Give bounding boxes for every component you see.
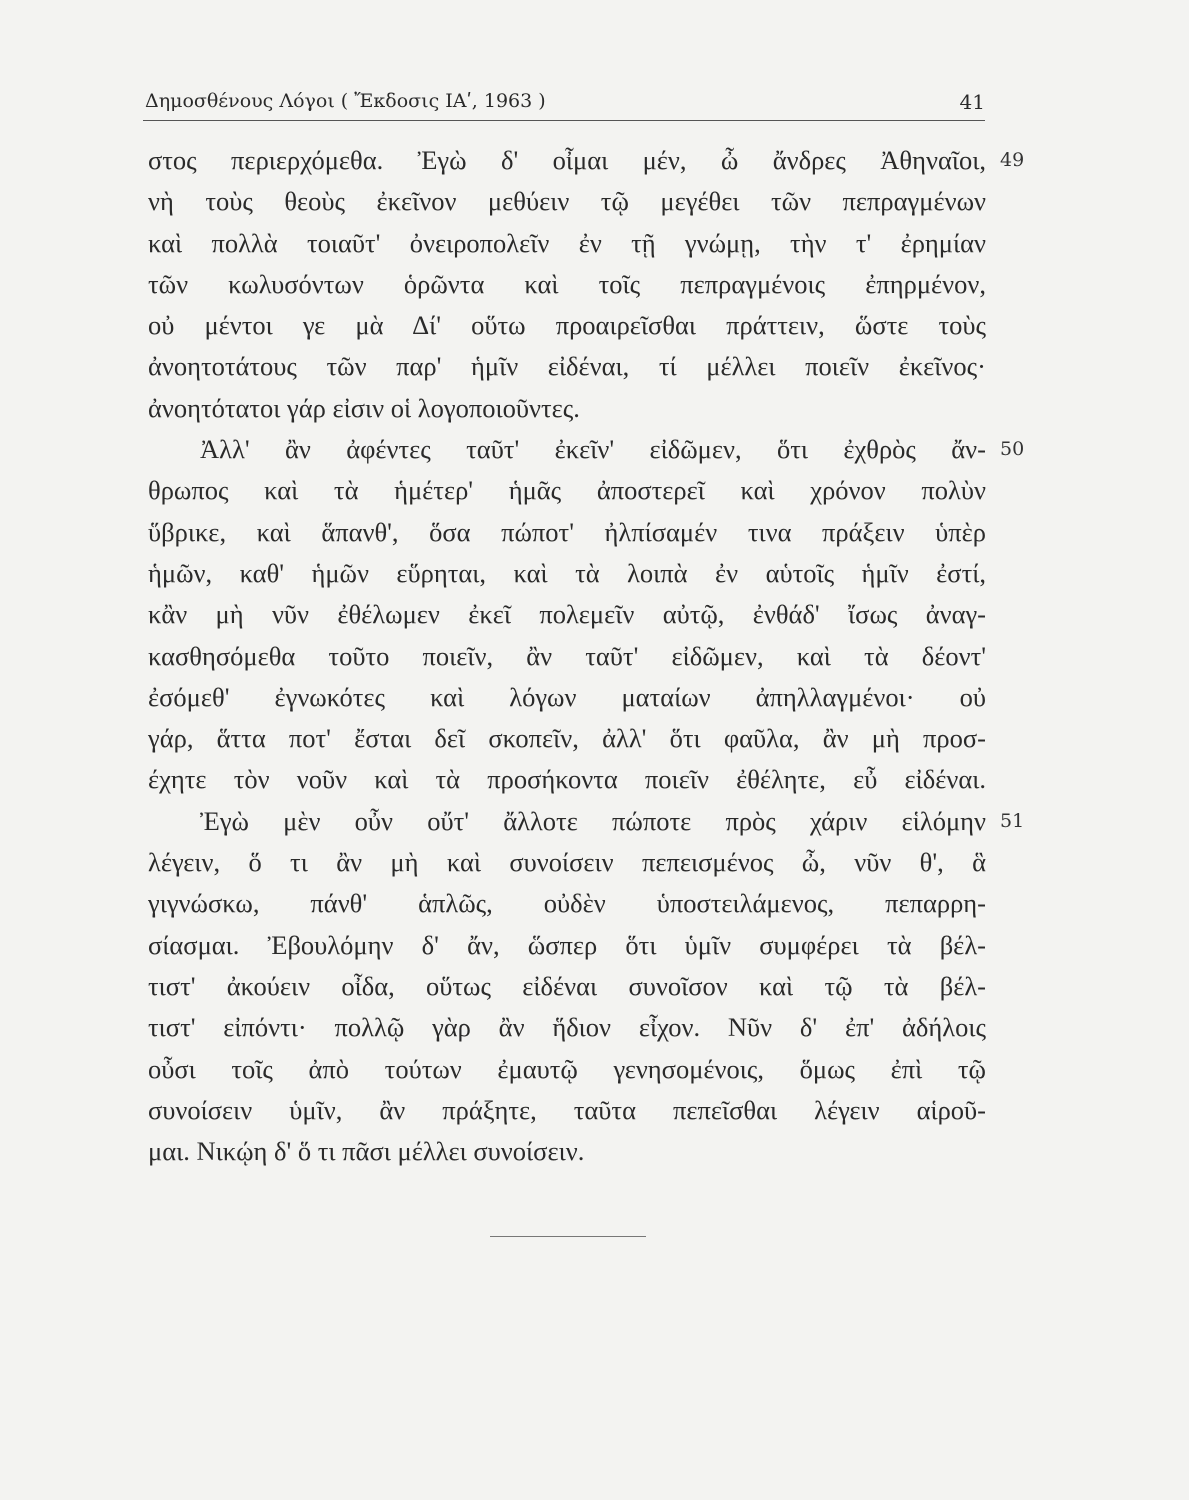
page-number: 41 <box>959 90 985 114</box>
line-text: στος περιερχόμεθα. Ἐγὼ δ' οἶμαι μέν, ὦ ἄνδρες Ἀθηναῖοι, <box>148 145 986 175</box>
text-line <box>148 594 1048 635</box>
line-text: ὕβρικε, καὶ ἅπανθ', ὅσα πώποτ' ἠλπίσαμέν τινα πράξειν ὑπὲρ <box>148 516 986 547</box>
line-text: τιστ' εἰπόντι· πολλῷ γὰρ ἂν ἥδιον εἶχον. Νῦν δ' ἐπ' ἀδήλοις <box>148 1012 986 1043</box>
text-line <box>148 801 1048 842</box>
line-text: τιστ' ἀκούειν οἶδα, οὕτως εἰδέναι συνοῖσον καὶ τῷ τὰ βέλ- <box>148 970 986 1001</box>
line-text: οὖσι τοῖς ἀπὸ τούτων ἐμαυτῷ γενησομένοις, ὅμως ἐπὶ τῷ <box>148 1053 986 1084</box>
text-line <box>148 1090 1048 1131</box>
line-text: ἀνοητότατοι γάρ εἰσιν οἱ λογοποιοῦντες. <box>148 392 580 423</box>
line-text: συνοίσειν ὑμῖν, ἂν πράξητε, ταῦτα πεπεῖσθαι λέγειν αἱροῦ- <box>148 1094 986 1125</box>
line-text: καὶ πολλὰ τοιαῦτ' ὀνειροπολεῖν ἐν τῇ γνώμῃ, τὴν τ' ἐρημίαν <box>148 227 986 258</box>
text-line <box>148 388 1048 429</box>
text-line <box>148 1131 1048 1172</box>
line-text: γιγνώσκω, πάνθ' ἁπλῶς, οὐδὲν ὑποστειλάμενος, πεπαρρη- <box>148 888 986 919</box>
text-line <box>148 718 1048 759</box>
text-line <box>148 925 1048 966</box>
line-text: τῶν κωλυσόντων ὁρῶντα καὶ τοῖς πεπραγμένοις ἐπηρμένον, <box>148 268 986 299</box>
line-text: σίασμαι. Ἐβουλόμην δ' ἄν, ὥσπερ ὅτι ὑμῖν συμφέρει τὰ βέλ- <box>148 929 986 960</box>
text-line <box>148 1007 1048 1048</box>
text-line <box>148 223 1048 264</box>
body-text <box>148 140 1048 1172</box>
text-line <box>148 264 1048 305</box>
line-text: ἡμῶν, καθ' ἡμῶν εὕρηται, καὶ τὰ λοιπὰ ἐν αὑτοῖς ἡμῖν ἐστί, <box>148 557 986 588</box>
text-line <box>148 966 1048 1007</box>
line-text: Ἐγὼ μὲν οὖν οὔτ' ἄλλοτε πώποτε πρὸς χάριν εἱλόμην <box>200 805 986 836</box>
text-line <box>148 842 1048 883</box>
line-text: ἐσόμεθ' ἐγνωκότες καὶ λόγων ματαίων ἀπηλλαγμένοι· οὐ <box>148 681 986 712</box>
margin-section-number: 49 <box>1000 149 1025 171</box>
text-line <box>148 470 1048 511</box>
header-title: Δημοσθένους Λόγοι ( Ἔκδοσις ΙΑʹ, 1963 ) <box>145 90 546 112</box>
text-line <box>148 429 1048 470</box>
text-line <box>148 553 1048 594</box>
text-line <box>148 759 1048 800</box>
footnote-rule <box>490 1236 646 1237</box>
running-header <box>143 88 985 121</box>
line-text: Ἀλλ' ἂν ἀφέντες ταῦτ' ἐκεῖν' εἰδῶμεν, ὅτι ἐχθρὸς ἄν- <box>200 434 986 465</box>
line-text: νὴ τοὺς θεοὺς ἐκεῖνον μεθύειν τῷ μεγέθει τῶν πεπραγμένων <box>148 186 986 217</box>
line-text: ἀνοητοτάτους τῶν παρ' ἡμῖν εἰδέναι, τί μέλλει ποιεῖν ἐκεῖνος· <box>148 351 986 382</box>
line-text: γάρ, ἅττα ποτ' ἔσται δεῖ σκοπεῖν, ἀλλ' ὅτι φαῦλα, ἂν μὴ προσ- <box>148 723 986 754</box>
line-text: έχητε τὸν νοῦν καὶ τὰ προσήκοντα ποιεῖν ἐθέλητε, εὖ εἰδέναι. <box>148 764 986 795</box>
line-text: μαι. Νικῴη δ' ὅ τι πᾶσι μέλλει συνοίσειν. <box>148 1136 585 1167</box>
line-text: κἂν μὴ νῦν ἐθέλωμεν ἐκεῖ πολεμεῖν αὐτῷ, ἐνθάδ' ἴσως ἀναγ- <box>148 599 986 630</box>
text-line <box>148 346 1048 387</box>
line-text: λέγειν, ὅ τι ἂν μὴ καὶ συνοίσειν πεπεισμένος ὦ, νῦν θ', ἃ <box>148 847 986 878</box>
margin-section-number: 50 <box>1000 438 1025 461</box>
line-text: θρωπος καὶ τὰ ἡμέτερ' ἡμᾶς ἀποστερεῖ καὶ χρόνον πολὺν <box>148 475 986 506</box>
text-line <box>148 883 1048 924</box>
text-line <box>148 305 1048 346</box>
line-text: κασθησόμεθα τοῦτο ποιεῖν, ἂν ταῦτ' εἰδῶμεν, καὶ τὰ δέοντ' <box>148 640 986 671</box>
text-line <box>148 636 1048 677</box>
text-line <box>148 512 1048 553</box>
text-line <box>148 140 1048 181</box>
margin-section-number: 51 <box>1000 809 1025 832</box>
line-text: οὐ μέντοι γε μὰ Δί' οὕτω προαιρεῖσθαι πράττειν, ὥστε τοὺς <box>148 310 986 341</box>
text-line <box>148 181 1048 222</box>
text-line <box>148 1049 1048 1090</box>
text-line <box>148 677 1048 718</box>
